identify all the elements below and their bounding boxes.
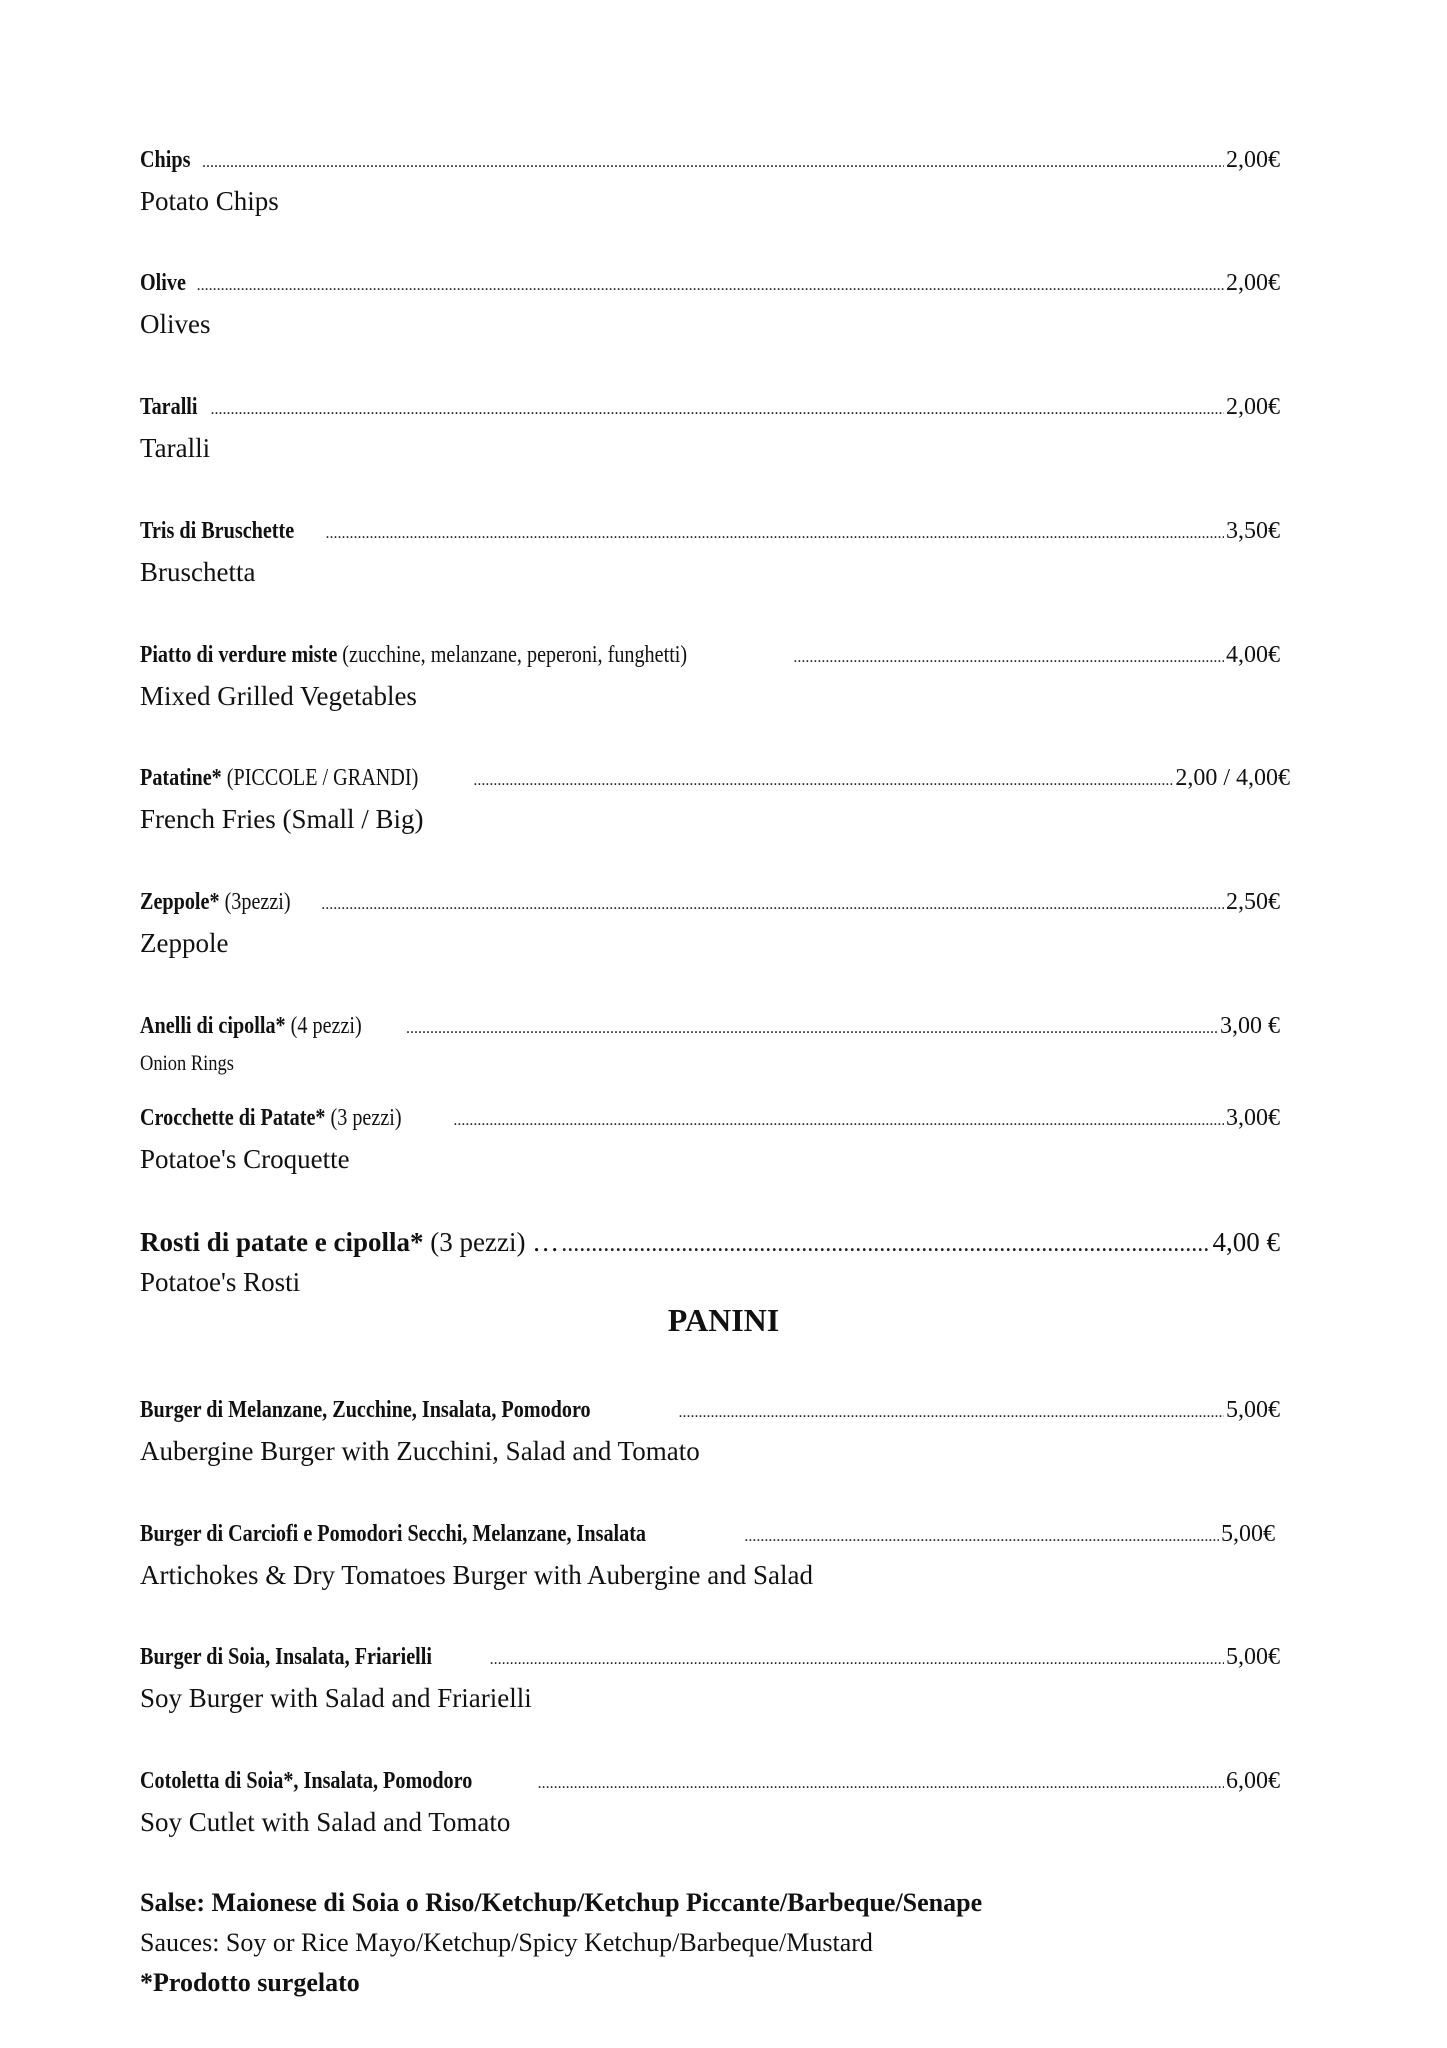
item-name: Burger di Carciofi e Pomodori Secchi, Melanzane, Insalata: [140, 1521, 647, 1547]
menu-item-patatine: [140, 763, 1290, 836]
menu-item-line: [140, 268, 1280, 301]
item-name: Piatto di verdure miste: [140, 642, 338, 668]
item-english: Potato Chips: [140, 186, 279, 216]
sauces-footer: [140, 1883, 982, 2003]
item-price: 5,00€: [1226, 1397, 1280, 1423]
menu-item-zeppole: [140, 887, 1280, 960]
menu-item-anelli: [140, 1011, 1280, 1080]
item-price: 5,00€: [1221, 1521, 1275, 1547]
item-name: Rosti di patate e cipolla*: [140, 1227, 424, 1257]
menu-item-burger-melanzane: [140, 1395, 1280, 1468]
menu-item-rosti: [140, 1227, 1280, 1299]
item-english: Bruschetta: [140, 557, 256, 587]
item-price: 3,00€: [1226, 1105, 1280, 1131]
dot-leader: [490, 1645, 1224, 1675]
dot-leader: [453, 1106, 1224, 1136]
menu-item-line: [140, 145, 1280, 178]
item-english: Mixed Grilled Vegetables: [140, 681, 417, 711]
menu-item-line: [140, 1103, 1280, 1136]
item-name: Cotoletta di Soia*, Insalata, Pomodoro: [140, 1768, 473, 1794]
dot-leader: [202, 148, 1224, 178]
item-note: (4 pezzi): [285, 1013, 362, 1039]
menu-item-line: [140, 1011, 1280, 1044]
menu-item-line: [140, 1642, 1280, 1675]
item-price: 4,00 €: [1212, 1227, 1280, 1257]
item-name: Olive: [140, 270, 186, 296]
item-name: Patatine*: [140, 765, 222, 791]
dot-leader: [326, 519, 1224, 549]
item-name: Anelli di cipolla*: [140, 1013, 286, 1039]
item-note: (3 pezzi): [325, 1105, 402, 1131]
item-name: Crocchette di Patate*: [140, 1105, 326, 1131]
item-name: Burger di Melanzane, Zucchine, Insalata, Pomodoro: [140, 1397, 591, 1423]
menu-item-line: [140, 392, 1280, 425]
dot-leader: [744, 1522, 1219, 1552]
menu-item-crocchette: [140, 1103, 1280, 1176]
item-price: 6,00€: [1226, 1768, 1280, 1794]
sauces-italian: Salse: Maionese di Soia o Riso/Ketchup/Ketchup Piccante/Barbeque/Senape: [140, 1888, 983, 1917]
item-name: Tris di Bruschette: [140, 518, 295, 544]
item-english: Onion Rings: [140, 1050, 234, 1075]
item-english: Potatoe's Rosti: [140, 1267, 301, 1297]
item-price: 5,00€: [1226, 1644, 1280, 1670]
menu-item-line: [140, 516, 1280, 549]
item-english: Potatoe's Croquette: [140, 1144, 350, 1174]
item-price: 2,00€: [1226, 147, 1280, 173]
menu-item-burger-carciofi: [140, 1519, 1280, 1592]
item-english: Soy Cutlet with Salad and Tomato: [140, 1807, 511, 1837]
item-name: Chips: [140, 147, 191, 173]
menu-item-line: [140, 887, 1280, 920]
item-english: Olives: [140, 309, 211, 339]
menu-item-line: [140, 640, 1280, 673]
item-price: 2,00 / 4,00€: [1175, 765, 1290, 791]
item-price: 3,00 €: [1220, 1013, 1280, 1039]
item-note: (3 pezzi) …: [423, 1227, 560, 1257]
dot-leader: [197, 271, 1224, 301]
dot-leader: [473, 766, 1173, 796]
item-note: (3pezzi): [219, 889, 291, 915]
item-price: 2,00€: [1226, 394, 1280, 420]
item-note: (PICCOLE / GRANDI): [221, 765, 419, 791]
sauces-english: Sauces: Soy or Rice Mayo/Ketchup/Spicy Ketchup/Barbeque/Mustard: [140, 1928, 873, 1957]
menu-item-taralli: [140, 392, 1280, 465]
item-english: French Fries (Small / Big): [140, 804, 424, 834]
menu-item-verdure: [140, 640, 1280, 713]
menu-item-burger-soia: [140, 1642, 1280, 1715]
item-name: Taralli: [140, 394, 198, 420]
item-english: Zeppole: [140, 928, 229, 958]
dot-leader: [793, 643, 1224, 673]
menu-item-line: [140, 1519, 1275, 1552]
dot-leader: [678, 1398, 1224, 1428]
menu-item-olive: [140, 268, 1280, 341]
menu-item-line: [140, 763, 1290, 796]
item-english: Aubergine Burger with Zucchini, Salad and Tomato: [140, 1436, 700, 1466]
item-price: 4,00€: [1226, 642, 1280, 668]
item-name: Zeppole*: [140, 889, 220, 915]
item-english: Taralli: [140, 433, 211, 463]
dot-leader: [538, 1769, 1224, 1799]
dot-leader: [210, 395, 1224, 425]
item-price: 2,50€: [1226, 889, 1280, 915]
dot-leader: [561, 1229, 1210, 1259]
menu-item-line: [140, 1227, 1280, 1259]
menu-item-bruschette: [140, 516, 1280, 589]
item-note: (zucchine, melanzane, peperoni, funghetti): [337, 642, 688, 668]
menu-item-line: [140, 1395, 1280, 1428]
dot-leader: [406, 1014, 1218, 1044]
frozen-product-note: *Prodotto surgelato: [140, 1968, 360, 1997]
menu-item-cotoletta-soia: [140, 1766, 1280, 1839]
menu-item-line: [140, 1766, 1280, 1799]
item-price: 3,50€: [1226, 518, 1280, 544]
section-title-panini: PANINI: [667, 1302, 780, 1338]
menu-item-chips: [140, 145, 1280, 218]
dot-leader: [321, 890, 1224, 920]
item-price: 2,00€: [1226, 270, 1280, 296]
item-name: Burger di Soia, Insalata, Friarielli: [140, 1644, 432, 1670]
item-english: Artichokes & Dry Tomatoes Burger with Aubergine and Salad: [140, 1560, 813, 1590]
item-english: Soy Burger with Salad and Friarielli: [140, 1683, 532, 1713]
